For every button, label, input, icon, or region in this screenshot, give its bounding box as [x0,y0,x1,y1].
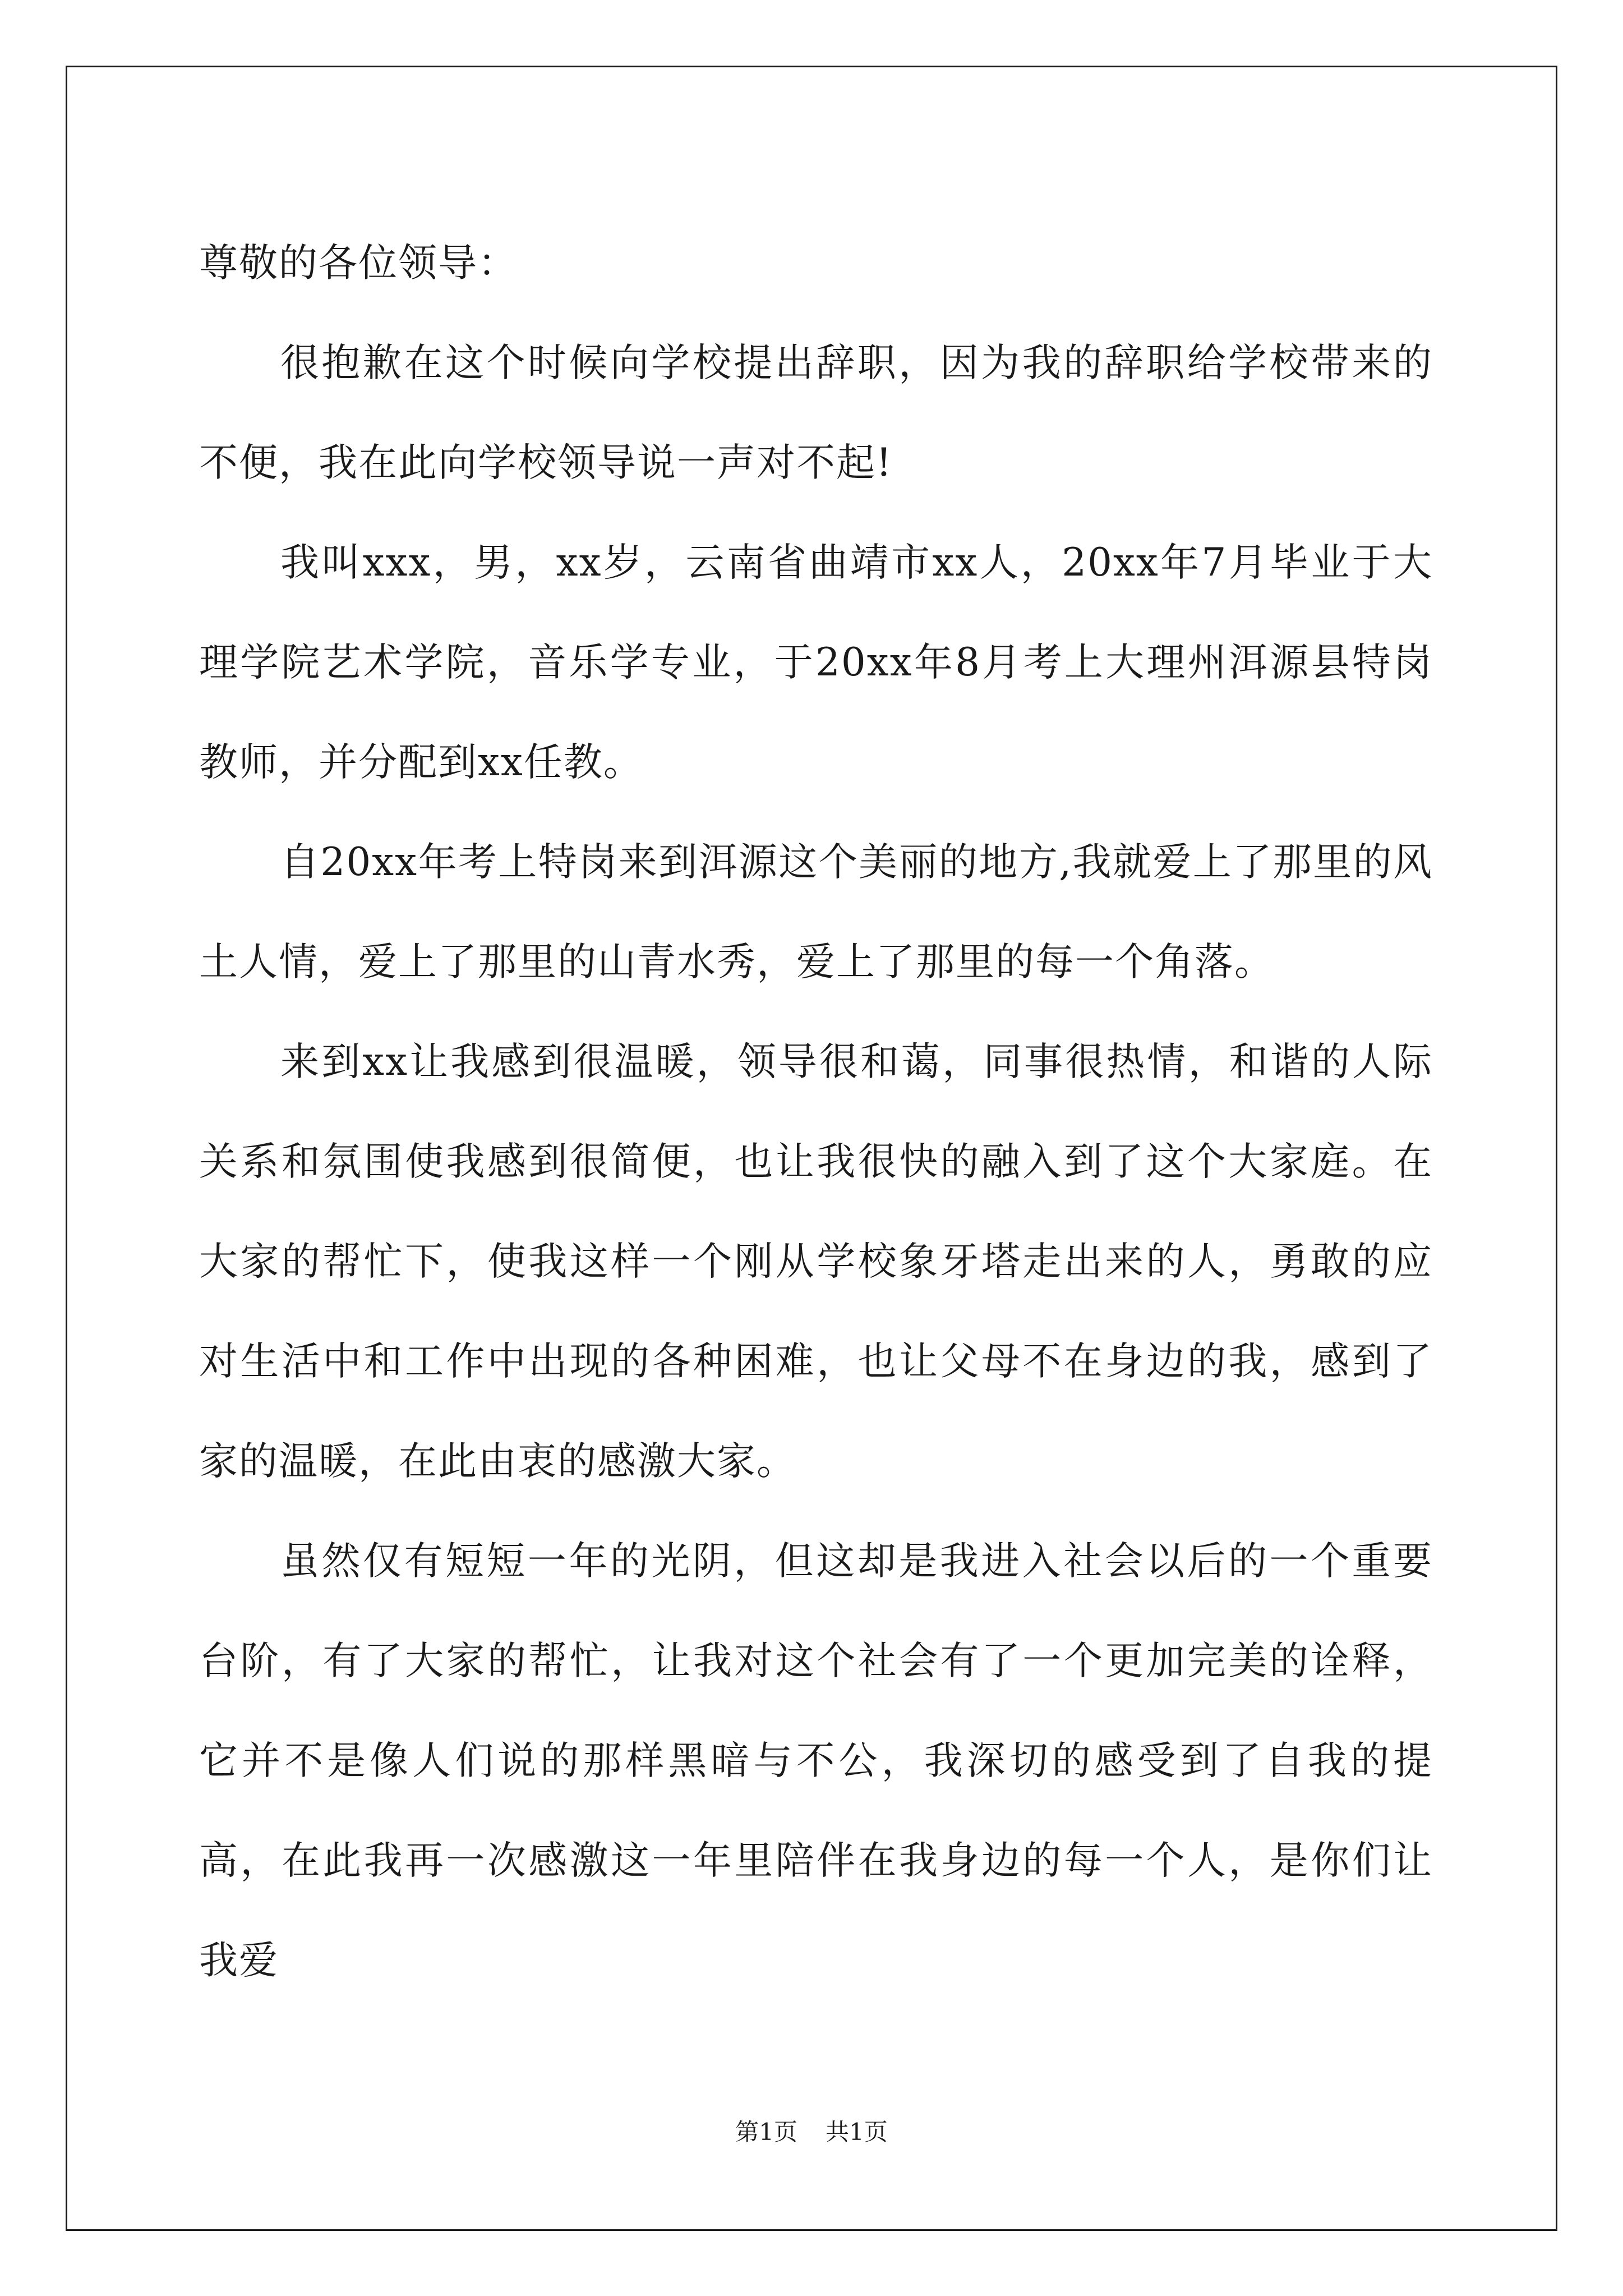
paragraph-arrival: 自20xx年考上特岗来到洱源这个美丽的地方,我就爱上了那里的风土人情，爱上了那里的山青水秀，爱上了那里的每一个角落。 [199,840,1433,984]
page-footer [0,2114,1623,2147]
letter-body [199,213,1433,2010]
page-count: 共1页 [826,2118,888,2146]
page-number: 第1页 [735,2118,797,2146]
paragraph-gratitude: 来到xx让我感到很温暖，领导很和蔼，同事很热情，和谐的人际关系和氛围使我感到很简便，也让我很快的融入到了这个大家庭。在大家的帮忙下，使我这样一个刚从学校象牙塔走出来的人，勇敢的应对生活中和工作中出现的各种困难，也让父母不在身边的我，感到了家的温暖，在此由衷的感激大家。 [199,1039,1433,1484]
salutation: 尊敬的各位领导： [199,241,518,286]
paragraph-introduction: 我叫xxx，男，xx岁，云南省曲靖市xx人，20xx年7月毕业于大理学院艺术学院，音乐学专业，于20xx年8月考上大理州洱源县特岗教师，并分配到xx任教。 [199,540,1433,785]
paragraph-apology: 很抱歉在这个时候向学校提出辞职，因为我的辞职给学校带来的不便，我在此向学校领导说一声对不起! [199,341,1433,485]
paragraph-reflection: 虽然仅有短短一年的光阴，但这却是我进入社会以后的一个重要台阶，有了大家的帮忙，让我对这个社会有了一个更加完美的诠释，它并不是像人们说的那样黑暗与不公，我深切的感受到了自我的提高，在此我再一次感激这一年里陪伴在我身边的每一个人，是你们让我爱 [199,1539,1433,1983]
